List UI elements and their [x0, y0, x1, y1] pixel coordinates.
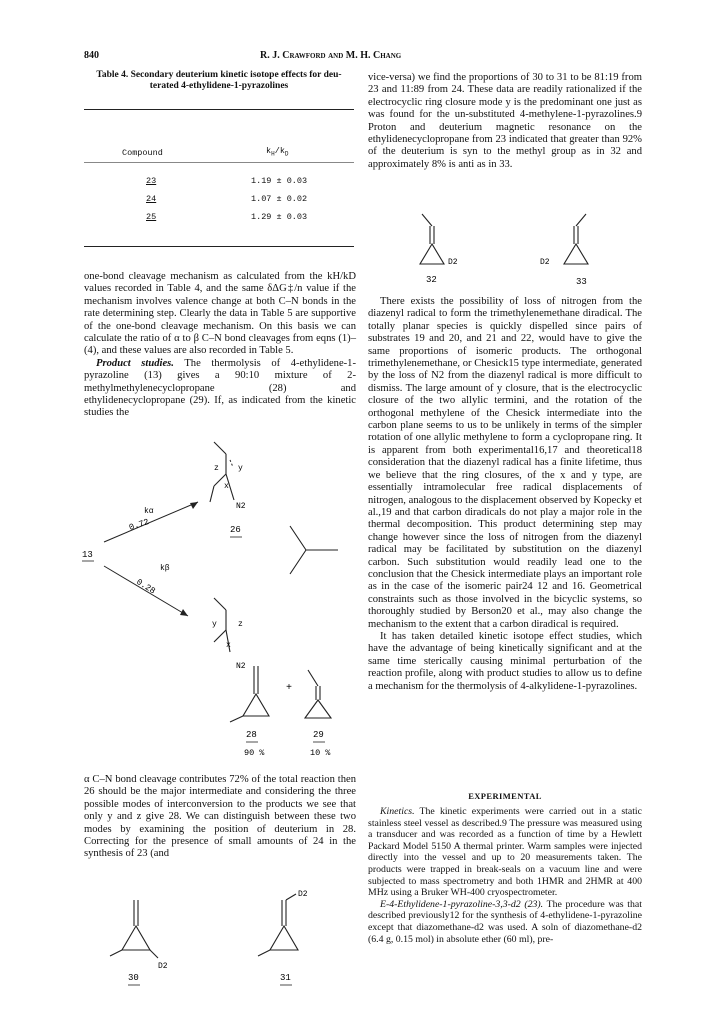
compound-32-label: 32	[426, 275, 437, 285]
compound-13-label: 13	[82, 550, 93, 560]
structure-30	[110, 900, 168, 971]
product-28-percent: 90 %	[244, 748, 265, 758]
label-z: z	[214, 464, 219, 473]
label-n2: N2	[236, 662, 246, 671]
paragraph: vice-versa) we find the proportions of 30 to 31 to be 81:19 from 23 and 11:89 from 24. These data are readily rationalized if the electrocyclic ring closure mode y is the predominant one just as was found for the un-substituted 4-methylene-1-pyrazolines.9 Proton and deuterium magnetic resonance on the ethylidenecyclopropane from 23 indicated that greater than 92% of the deuterium is syn to the methyl group as in 32 and approximately 8% is anti as in 33.	[368, 72, 642, 170]
reaction-scheme	[80, 440, 370, 760]
branched-structure	[290, 526, 338, 574]
structure-33	[540, 214, 588, 267]
d2-label: D2	[158, 962, 168, 971]
right-column-mid-text	[368, 296, 642, 693]
label-y: y	[212, 620, 217, 629]
product-29-structure	[305, 670, 331, 718]
table-header-ratio: $k_H/k_D$	[266, 146, 289, 158]
d2-label: D2	[540, 258, 550, 267]
paragraph	[84, 358, 356, 420]
intermediate-26-label: 26	[230, 525, 241, 535]
label-n2: N2	[236, 502, 246, 511]
table-cell-ratio: 1.19 ± 0.03	[251, 176, 308, 186]
table-bottom-rule	[84, 246, 354, 247]
paragraph: It has taken detailed kinetic isotope effect studies, which have the advantage of being kinetically significant and at the same time sterically causing minimal perturbation of the reaction profile, along with product studies to allow us to define a mechanism for the thermolysis of 4-alkylidene-1-pyrazolines.	[368, 630, 642, 692]
paragraph-body: The kinetic experiments were carried out in a static stainless steel vessel as described.9 The pressure was measured using a transducer and was recorded as a function of time by a Hewlett Packard Model 5150 A thermal printer. Warm samples were injected directly into the vessel and up to 20 measurements taken. The products were trapped in break-seals on a vacuum line and were subjected to mass spectrometry and both 1HMR and 2HMR at 400 MHz using a Bruker WH-400 cryospectrometer.	[368, 806, 642, 899]
table-cell-compound: 24	[146, 194, 157, 204]
lower-k-label: kβ	[160, 564, 170, 573]
table-cell-compound: 25	[146, 212, 157, 222]
label-z: z	[238, 620, 243, 629]
running-title: R. J. Crawford and M. H. Chang	[260, 50, 402, 61]
paragraph-body: The procedure was that described previously12 for the synthesis of 4-ethylidene-1-pyrazoline except that diazomethane-d2 was used. A soln of diazomethane-d2 (6.4 g, 0.15 mol) in absolute ether (60 ml), pre-	[368, 898, 642, 945]
compound-33-label: 33	[576, 277, 587, 287]
page-number: 840	[84, 50, 99, 61]
structures-30-31	[100, 880, 350, 1000]
left-column-bottom-text	[84, 774, 356, 861]
paragraph: α C–N bond cleavage contributes 72% of the total reaction then 26 should be the major intermediate and considering the three possible modes of interconversion to the products we see that only y and z give 28. We can distinguish between these two modes by examining the position of deuterium in 28. Correcting for the presence of small amounts of 24 in the synthesis of 23 (and	[84, 774, 356, 860]
intermediate-26-structure	[210, 442, 246, 511]
label-x: x	[226, 641, 231, 650]
plus-sign: +	[286, 683, 293, 694]
left-column-top-text	[84, 271, 356, 420]
label-y: y	[238, 464, 243, 473]
paragraph-body: The thermolysis of 4-ethylidene-1-pyrazoline (13) gives a 90:10 mixture of 2-methylmethylenecyclopropane (28) and ethylidenecyclopropane (29). If, as indicated from the kinetic studies the	[84, 357, 356, 419]
run-in-heading: E-4-Ethylidene-1-pyrazoline-3,3-d2 (23).	[380, 898, 544, 910]
table-cell-ratio: 1.07 ± 0.02	[251, 194, 308, 204]
upper-k-label: kα	[144, 507, 154, 516]
paragraph: one-bond cleavage mechanism as calculated from the kH/kD values recorded in Table 4, and the same δΔG‡/n value if the mechanism involves valence change at both C–N bonds in the rate determining step. Clearly the data in Table 5 are supportive of the one-bond cleavage mechanism. On this basis we can calculate the ratio of α to β C–N bond cleavages from eqns (1)–(4), and these values are also recorded in Table 5.	[84, 271, 356, 357]
paragraph: There exists the possibility of loss of nitrogen from the diazenyl radical to form the trimethylenemethane diradical. The totally planar species is quickly dispelled since pairs of substrates 19 and 20, and 21 and 22, would have to give the same proportions of isomeric products. The orthogonal trimethylenemethane, or Chesick15 type intermediate, generated by the loss of N2 from the diazenyl radical is more difficult to dismiss. The large amount of y closure, that is the electrocyclic closure of the two allylic termini, and the rotation of the orthogonal methylene of the Chesick intermediate into the carbon plane seems to us to be unlikely in terms of the simpler rotation of one allylic methylene to form a cyclopropane ring. It is apparent from both experimental16,17 and theoretical18 consideration that the diazenyl radical has a finite lifetime, thus we believe that the ring closures, of the x and y type, are essentially intramolecular free radical displacements of nitrogen, analogous to the displacement observed by Kopecky et al.,19 and that carbon diradicals do not play a major role in the thermal decomposition. This product determining step may change however since the loss of nitrogen from the diazenyl radical may be facilitated by substitution on the diazenyl carbon. Such substitution would readily lead one to the conclusion that the Chesick intermediate plays an important role as in the case of the isomeric pair24 12 and 16. Geometrical constraints such as those involved in the bicyclic systems, so thoroughly studied by Berson20 et al., may also change the mechanism to the extent that a carbon diradical is required.	[368, 296, 642, 630]
d2-label: D2	[298, 890, 308, 899]
d2-label: D2	[448, 258, 458, 267]
product-29-label: 29	[313, 730, 324, 740]
table-cell-ratio: 1.29 ± 0.03	[251, 212, 308, 222]
intermediate-lower-structure	[212, 598, 246, 671]
run-in-heading: Product studies.	[96, 357, 174, 369]
compound-31-label: 31	[280, 973, 291, 983]
table-cell-compound: 23	[146, 176, 157, 186]
right-column-top-text	[368, 72, 642, 171]
upper-arrowhead	[190, 502, 198, 509]
paragraph	[368, 899, 642, 945]
experimental-text	[368, 806, 642, 945]
structures-32-33	[400, 208, 620, 288]
experimental-heading: EXPERIMENTAL	[468, 791, 542, 801]
label-x: x	[224, 482, 229, 491]
table-top-rule	[84, 109, 354, 110]
structure-31	[258, 890, 308, 956]
product-29-percent: 10 %	[310, 748, 331, 758]
product-28-label: 28	[246, 730, 257, 740]
compound-30-label: 30	[128, 973, 139, 983]
table-header-rule	[84, 162, 354, 163]
run-in-heading: Kinetics.	[380, 806, 415, 817]
table-caption-line2: terated 4-ethylidene-1-pyrazolines	[149, 81, 289, 91]
product-28-structure	[230, 666, 269, 722]
table-caption	[84, 70, 354, 92]
structure-32	[420, 214, 458, 267]
table-caption-line1: Table 4. Secondary deuterium kinetic isotope effects for deu-	[96, 70, 342, 80]
lower-rate-label: 0.28	[134, 577, 158, 597]
upper-rate-label: 0.72	[127, 517, 151, 533]
table-header-compound: Compound	[122, 148, 163, 158]
paragraph	[368, 806, 642, 899]
